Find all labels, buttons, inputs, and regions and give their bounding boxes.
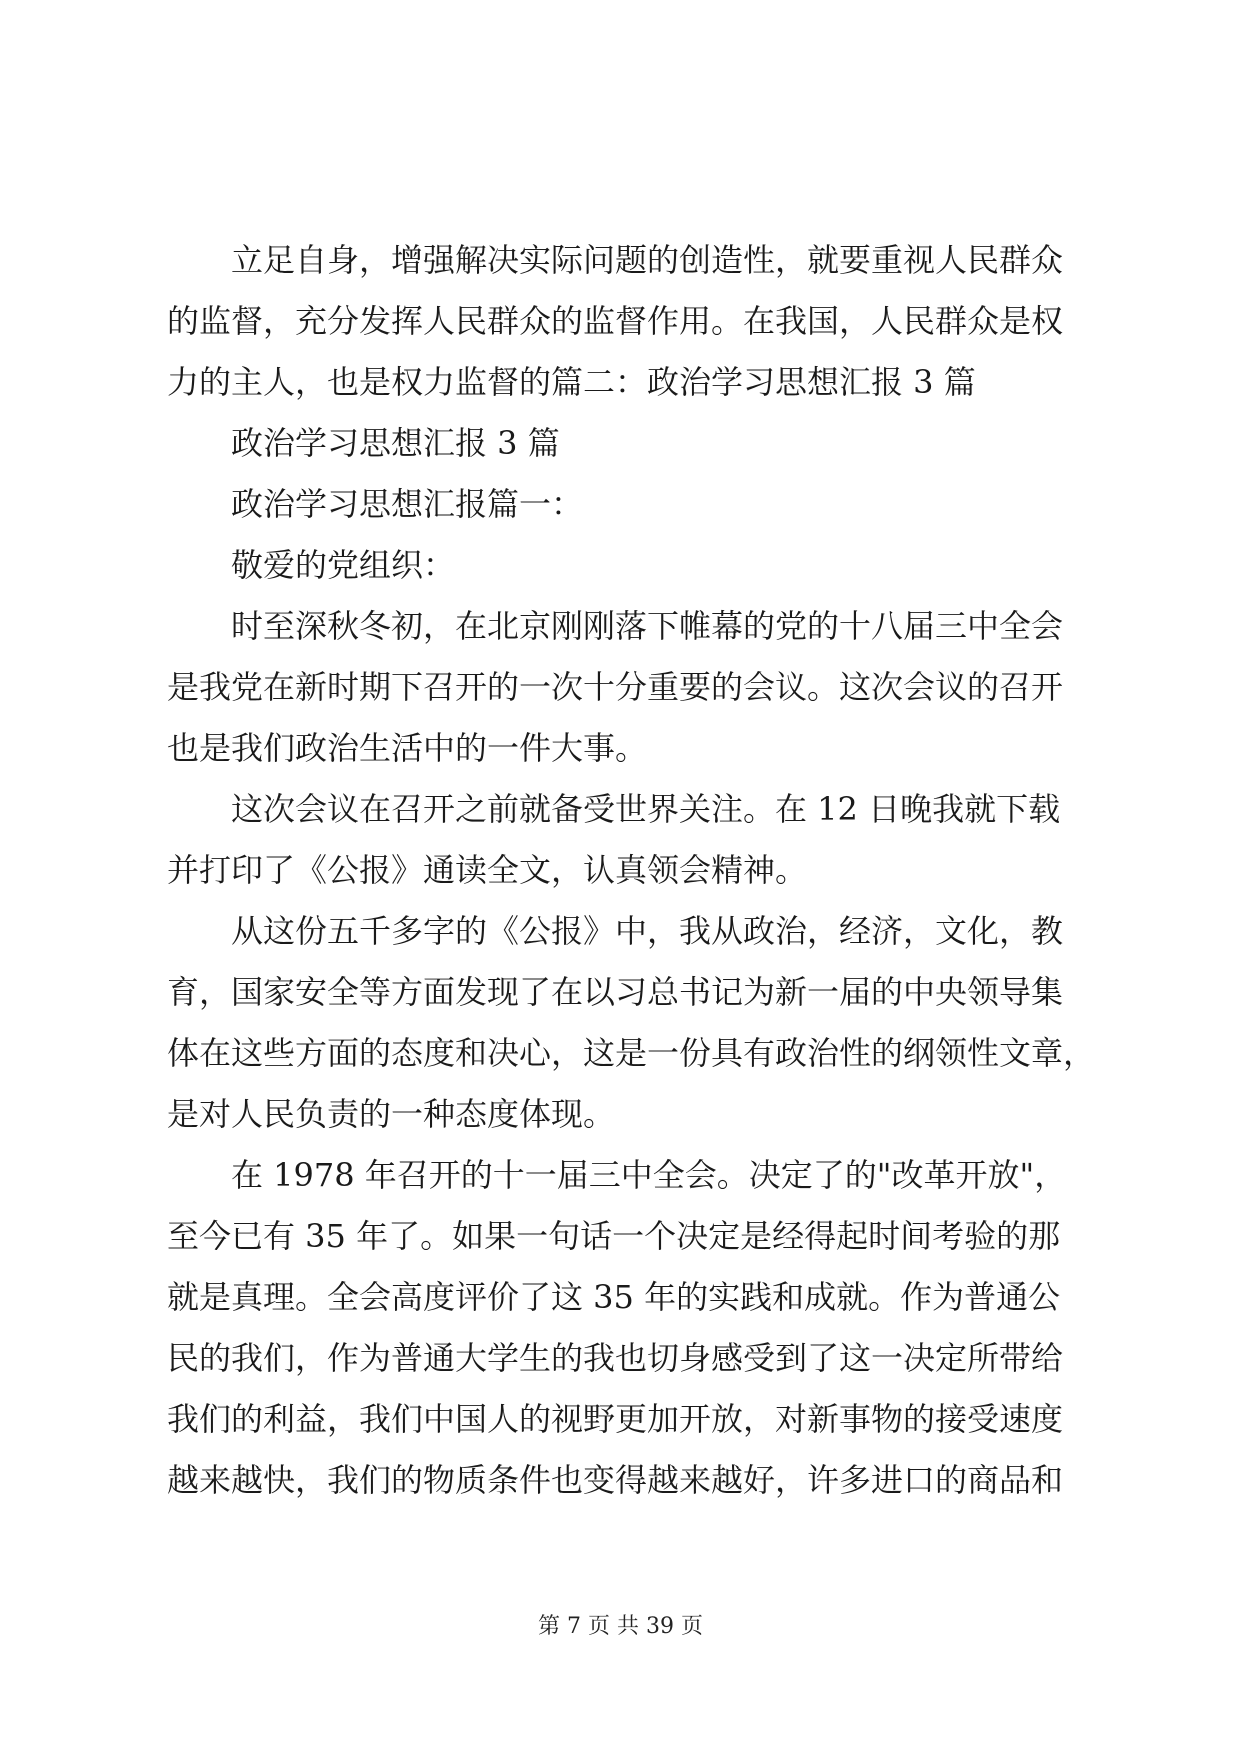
paragraph [167,1145,1082,1511]
text-line: 从这份五千多字的《公报》中，我从政治，经济，文化，教 [231,912,1064,950]
paragraph [167,230,1082,413]
paragraph [167,779,1082,901]
paragraph [167,596,1082,779]
text-line: 越来越快，我们的物质条件也变得越来越好，许多进口的商品和 [167,1461,1064,1499]
text-line: 是我党在新时期下召开的一次十分重要的会议。这次会议的召开 [167,668,1064,706]
text-line: 在 1978 年召开的十一届三中全会。决定了的"改革开放"， [231,1156,1067,1194]
text-line: 至今已有 35 年了。如果一句话一个决定是经得起时间考验的那 [167,1217,1061,1255]
text-line: 政治学习思想汇报 3 篇 [231,424,560,462]
text-line: 的监督，充分发挥人民群众的监督作用。在我国，人民群众是权 [167,302,1064,340]
text-line: 是对人民负责的一种态度体现。 [167,1095,616,1133]
text-line: 民的我们，作为普通大学生的我也切身感受到了这一决定所带给 [167,1339,1064,1377]
text-line: 政治学习思想汇报篇一： [231,485,584,523]
text-line: 育，国家安全等方面发现了在以习总书记为新一届的中央领导集 [167,973,1064,1011]
paragraph [167,535,1082,596]
text-line: 并打印了《公报》通读全文，认真领会精神。 [167,851,808,889]
paragraph [167,474,1082,535]
text-line: 就是真理。全会高度评价了这 35 年的实践和成就。作为普通公 [167,1278,1061,1316]
document-body [167,230,1096,1511]
page-number-footer: 第 7 页 共 39 页 [538,1614,703,1639]
text-line: 体在这些方面的态度和决心，这是一份具有政治性的纲领性文章， [167,1034,1096,1072]
text-line: 敬爱的党组织： [231,546,456,584]
text-line: 这次会议在召开之前就备受世界关注。在 12 日晚我就下载 [231,790,1061,828]
text-line: 立足自身，增强解决实际问题的创造性，就要重视人民群众 [231,241,1064,279]
text-line: 我们的利益，我们中国人的视野更加开放，对新事物的接受速度 [167,1400,1064,1438]
paragraph [167,413,1082,474]
text-line: 时至深秋冬初，在北京刚刚落下帷幕的党的十八届三中全会 [231,607,1064,645]
paragraph [167,901,1096,1145]
text-line: 也是我们政治生活中的一件大事。 [167,729,648,767]
text-line: 力的主人，也是权力监督的篇二：政治学习思想汇报 3 篇 [167,363,976,401]
